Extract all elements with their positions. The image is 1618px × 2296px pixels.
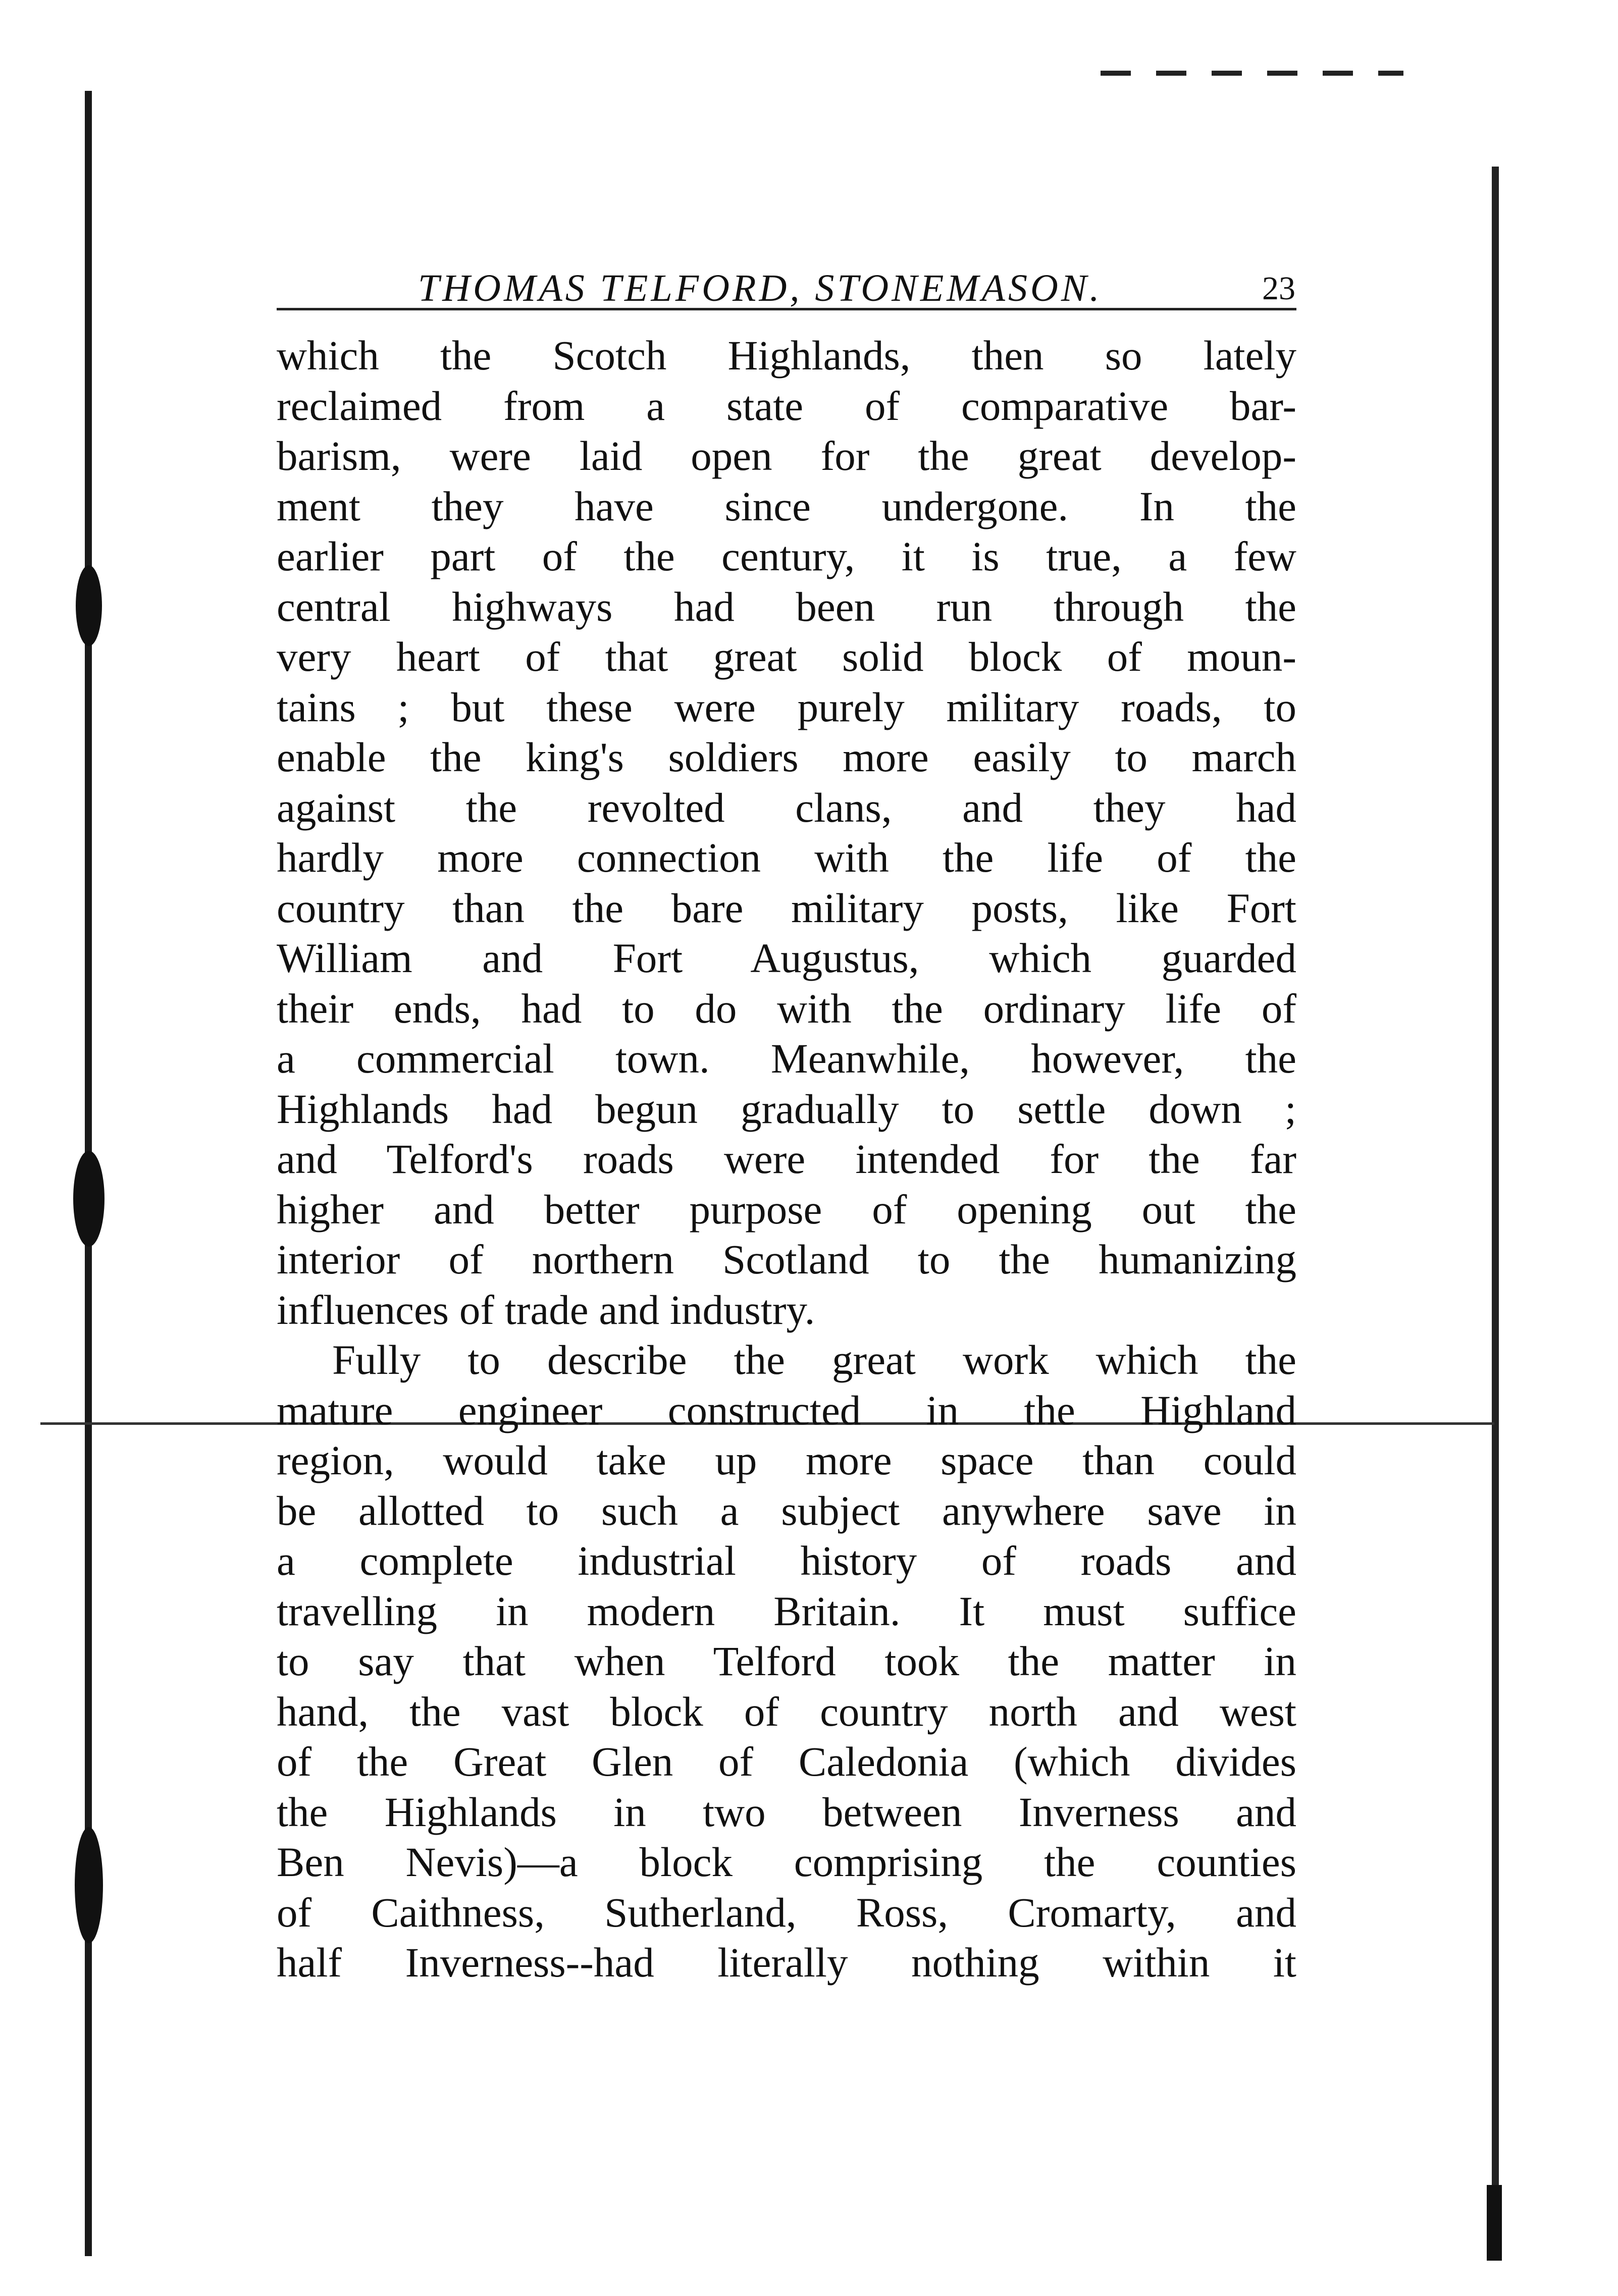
binding-ink-blot — [76, 565, 102, 646]
text-line: country than the bare military posts, like Fort — [277, 884, 1296, 931]
text-line: a complete industrial history of roads and — [277, 1537, 1296, 1584]
body-text — [277, 331, 1296, 1988]
text-line: tains ; but these were purely military roads, to — [277, 683, 1296, 730]
right-page-edge — [1492, 167, 1499, 2231]
text-line: against the revolted clans, and they had — [277, 784, 1296, 831]
text-line: very heart of that great solid block of moun- — [277, 633, 1296, 680]
page-number: 23 — [1262, 270, 1295, 307]
text-line: influences of trade and industry. — [277, 1286, 815, 1333]
text-line: earlier part of the century, it is true, a few — [277, 533, 1296, 579]
binding-ink-blot — [75, 1827, 103, 1943]
text-line: enable the king's soldiers more easily to march — [277, 734, 1296, 780]
scan-top-marks — [1101, 71, 1403, 76]
text-line: mature engineer constructed in the Highland — [277, 1386, 1296, 1433]
text-line: the Highlands in two between Inverness and — [277, 1788, 1296, 1835]
text-line: higher and better purpose of opening out the — [277, 1186, 1296, 1233]
text-line: a commercial town. Meanwhile, however, the — [277, 1035, 1296, 1082]
text-line: interior of northern Scotland to the humanizing — [277, 1236, 1296, 1283]
book-page — [277, 262, 1296, 1988]
running-head — [277, 262, 1296, 310]
text-line: half Inverness--had literally nothing within it — [277, 1939, 1296, 1986]
text-line: of the Great Glen of Caledonia (which divides — [277, 1738, 1296, 1785]
text-line: reclaimed from a state of comparative bar- — [277, 382, 1296, 429]
text-line: central highways had been run through the — [277, 583, 1296, 630]
running-title: THOMAS TELFORD, STONEMASON. — [418, 267, 1103, 309]
text-line: Ben Nevis)—a block comprising the counties — [277, 1839, 1296, 1885]
text-line: region, would take up more space than could — [277, 1437, 1296, 1483]
text-line: to say that when Telford took the matter in — [277, 1638, 1296, 1684]
binding-ink-blot — [73, 1151, 105, 1247]
text-line: hardly more connection with the life of the — [277, 834, 1296, 881]
text-line: travelling in modern Britain. It must suffice — [277, 1587, 1296, 1634]
text-line: ment they have since undergone. In the — [277, 483, 1296, 529]
text-line: hand, the vast block of country north and west — [277, 1688, 1296, 1735]
right-page-edge-shadow — [1487, 2185, 1502, 2261]
text-line: Highlands had begun gradually to settle down ; — [277, 1085, 1296, 1132]
text-line: their ends, had to do with the ordinary life of — [277, 985, 1296, 1032]
text-line: and Telford's roads were intended for the far — [277, 1136, 1296, 1182]
text-line: be allotted to such a subject anywhere save in — [277, 1487, 1296, 1534]
text-line: which the Scotch Highlands, then so lately — [277, 332, 1296, 379]
text-line: barism, were laid open for the great develop- — [277, 433, 1296, 479]
text-line: of Caithness, Sutherland, Ross, Cromarty, and — [277, 1889, 1296, 1936]
text-line: Fully to describe the great work which the — [332, 1337, 1296, 1383]
text-line: William and Fort Augustus, which guarded — [277, 935, 1296, 981]
